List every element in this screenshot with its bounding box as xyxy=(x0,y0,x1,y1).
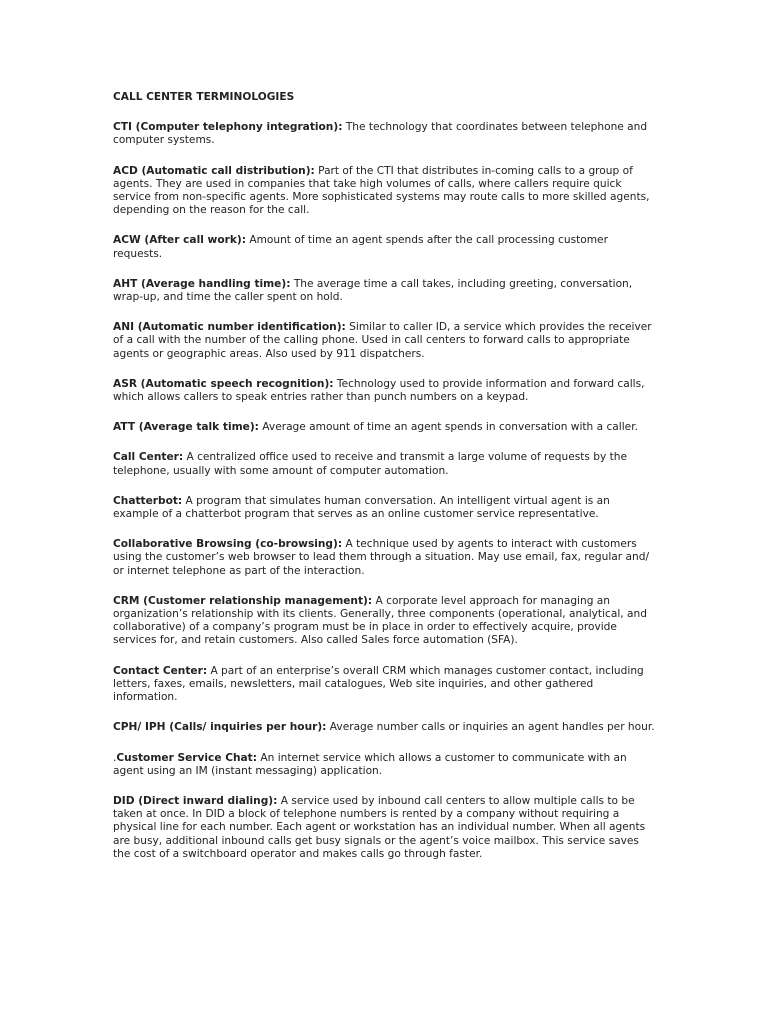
document-title: CALL CENTER TERMINOLOGIES xyxy=(113,91,295,103)
glossary-entry-customer-service-chat xyxy=(113,752,658,778)
glossary-entry-crm xyxy=(113,595,658,648)
glossary-entry-att xyxy=(113,421,658,434)
glossary-term: CTI (Computer telephony integration): xyxy=(113,121,343,134)
glossary-term: ACW (After call work): xyxy=(113,234,246,247)
glossary-entry-ani xyxy=(113,321,658,361)
glossary-definition: Average amount of time an agent spends in conversation with a caller. xyxy=(262,421,638,434)
glossary-entry-acw xyxy=(113,234,658,260)
glossary-term: ANI (Automatic number identification): xyxy=(113,321,346,334)
glossary-definition: A program that simulates human conversation. An intelligent virtual agent is an example of a chatterbot program that serves as an online customer service representative. xyxy=(113,494,610,521)
glossary-definition: Similar to caller ID, a service which provides the receiver of a call with the number of the calling phone. Used in call centers to forward calls to appropriate agents or geographic areas. Also used by 911 dispatchers. xyxy=(113,321,652,360)
glossary-definition: Part of the CTI that distributes in-coming calls to a group of agents. They are used in companies that take high volumes of calls, where callers require quick service from non-specific agents. More sophisticated systems may route calls to more skilled agents, depending on the reason for the call. xyxy=(113,164,650,217)
glossary-definition: Average number calls or inquiries an agent handles per hour. xyxy=(329,721,655,734)
glossary-definition: A corporate level approach for managing an organization’s relationship with its clients. Generally, three components (operational, analytical, and collaborative) of a company’s program must be in place in order to effectively acquire, provide services for, and retain customers. Also called Sales force automation (SFA). xyxy=(113,594,647,647)
glossary-entry-co-browsing xyxy=(113,538,658,578)
glossary-definition: A centralized office used to receive and transmit a large volume of requests by the telephone, usually with some amount of computer automation. xyxy=(113,451,628,477)
glossary-definition: The average time a call takes, including greeting, conversation, wrap-up, and time the caller spent on hold. xyxy=(113,277,633,304)
glossary-term: Collaborative Browsing (co-browsing): xyxy=(113,538,343,551)
glossary-term: Contact Center: xyxy=(113,664,208,677)
glossary-definition: Amount of time an agent spends after the call processing customer requests. xyxy=(113,234,608,260)
glossary-term: ACD (Automatic call distribution): xyxy=(113,164,315,177)
glossary-entry-contact-center xyxy=(113,665,658,705)
glossary-term: AHT (Average handling time): xyxy=(113,277,291,290)
glossary-entry-did xyxy=(113,795,658,861)
glossary-entry-cph-iph xyxy=(113,721,658,734)
glossary-prefix: . xyxy=(113,751,117,764)
glossary-term: ATT (Average talk time): xyxy=(113,421,259,434)
glossary-entry-acd xyxy=(113,165,658,218)
glossary-definition: A part of an enterprise’s overall CRM which manages customer contact, including letters, faxes, emails, newsletters, mail catalogues, Web site inquiries, and other gathered information. xyxy=(113,664,644,704)
glossary-term: ASR (Automatic speech recognition): xyxy=(113,377,334,390)
glossary-term: CRM (Customer relationship management): xyxy=(113,594,373,607)
glossary-entry-chatterbot xyxy=(113,495,658,521)
glossary-definition: An internet service which allows a customer to communicate with an agent using an IM (instant messaging) application. xyxy=(113,751,627,777)
glossary-entry-cti xyxy=(113,121,658,147)
document-page xyxy=(113,91,658,878)
glossary-term: Call Center: xyxy=(113,451,184,464)
glossary-entry-asr xyxy=(113,378,658,404)
glossary-term: CPH/ IPH (Calls/ inquiries per hour): xyxy=(113,721,327,734)
glossary-definition: A service used by inbound call centers to allow multiple calls to be taken at once. In DID a block of telephone numbers is rented by a company without requiring a physical line for each number. Each agent or workstation has an individual number. When all agents are busy, additional inbound calls get busy signals or the agent’s voice mailbox. This service saves the cost of a switchboard operator and makes calls go through faster. xyxy=(113,794,646,860)
glossary-term: DID (Direct inward dialing): xyxy=(113,794,278,807)
glossary-term: Chatterbot: xyxy=(113,494,183,507)
glossary-definition: Technology used to provide information and forward calls, which allows callers to speak entries rather than punch numbers on a keypad. xyxy=(113,377,645,404)
glossary-entry-call-center xyxy=(113,451,658,477)
glossary-definition: The technology that coordinates between telephone and computer systems. xyxy=(113,121,648,147)
glossary-definition: A technique used by agents to interact with customers using the customer’s web browser to lead them through a situation. May use email, fax, regular and/ or internet telephone as part of the interaction. xyxy=(113,538,650,577)
glossary-entry-aht xyxy=(113,278,658,304)
glossary-term: Customer Service Chat: xyxy=(116,751,257,764)
